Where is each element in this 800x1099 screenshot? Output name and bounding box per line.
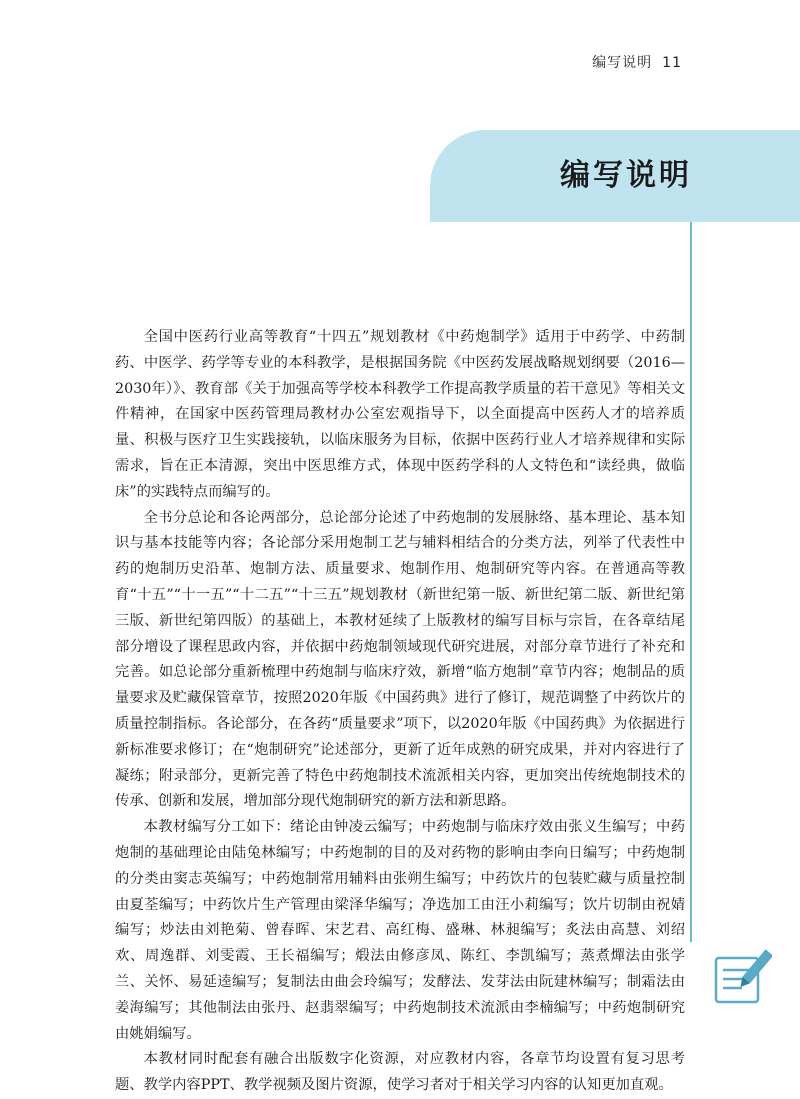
- running-head: [592, 52, 682, 72]
- notebook-pencil-icon: [712, 948, 772, 1006]
- paragraph-4: 本教材同时配套有融合出版数字化资源，对应教材内容，各章节均设置有复习思考题、教学内容PPT、教学视频及图片资源，使学习者对于相关学习内容的认知更加直观。: [115, 1051, 685, 1094]
- page-title: 编写说明: [560, 158, 692, 193]
- vertical-rule: [690, 222, 692, 942]
- paragraph-2: 全书分总论和各论两部分，总论部分论述了中药炮制的发展脉络、基本理论、基本知识与基本技能等内容；各论部分采用炮制工艺与辅料相结合的分类方法，列举了代表性中药的炮制历史沿革、炮制方法、质量要求、炮制作用、炮制研究等内容。在普通高等教育“十五”“十一五”“十二五”“十三五”规划教材（新世纪第一版、新世纪第二版、新世纪第三版、新世纪第四版）的基础上，本教材延续了上版教材的编写目标与宗旨，在各章结尾部分增设了课程思政内容，并依据中药炮制领域现代研究进展，对部分章节进行了补充和完善。如总论部分重新梳理中药炮制与临床疗效，新增“临方炮制”章节内容；炮制品的质量要求及贮藏保管章节，按照2020年版《中国药典》进行了修订，规范调整了中药饮片的质量控制指标。各论部分，在各药“质量要求”项下，以2020年版《中国药典》为依据进行新标准要求修订；在“炮制研究”论述部分，更新了近年成熟的研究成果，并对内容进行了凝练；附录部分，更新完善了特色中药炮制技术流派相关内容，更加突出传统炮制技术的传承、创新和发展，增加部分现代炮制研究的新方法和新思路。: [115, 509, 685, 810]
- body-text: [115, 325, 685, 1099]
- running-head-section: 编写说明: [592, 55, 653, 71]
- paragraph-1: 全国中医药行业高等教育“十四五”规划教材《中药炮制学》适用于中药学、中药制药、中医学、药学等专业的本科教学，是根据国务院《中医药发展战略规划纲要（2016—2030年）》、教育部《关于加强高等学校本科教学工作提高教学质量的若干意见》等相关文件精神，在国家中医药管理局教材办公室宏观指导下，以全面提高中医药人才的培养质量、积极与医疗卫生实践接轨，以临床服务为目标，依据中医药行业人才培养规律和实际需求，旨在正本清源，突出中医思维方式，体现中医药学科的人文特色和“读经典，做临床”的实践特点而编写的。: [115, 329, 685, 500]
- page-number: 11: [662, 55, 682, 71]
- paragraph-3: 本教材编写分工如下：绪论由钟凌云编写；中药炮制与临床疗效由张义生编写；中药炮制的基础理论由陆兔林编写；中药炮制的目的及对药物的影响由李向日编写；中药炮制的分类由窦志英编写；中药炮制常用辅料由张朔生编写；中药饮片的包装贮藏与质量控制由夏荃编写；中药饮片生产管理由梁泽华编写；净选加工由汪小莉编写；饮片切制由祝婧编写；炒法由刘艳菊、曾春晖、宋艺君、高红梅、盛琳、林昶编写；炙法由高慧、刘绍欢、周逸群、刘雯霞、王长福编写；煅法由修彦凤、陈红、李凯编写；蒸煮燀法由张学兰、关怀、易延逵编写；复制法由曲会玲编写；发酵法、发芽法由阮建林编写；制霜法由姜海编写；其他制法由张丹、赵翡翠编写；中药炮制技术流派由李楠编写；中药炮制研究由姚娟编写。: [115, 819, 685, 1042]
